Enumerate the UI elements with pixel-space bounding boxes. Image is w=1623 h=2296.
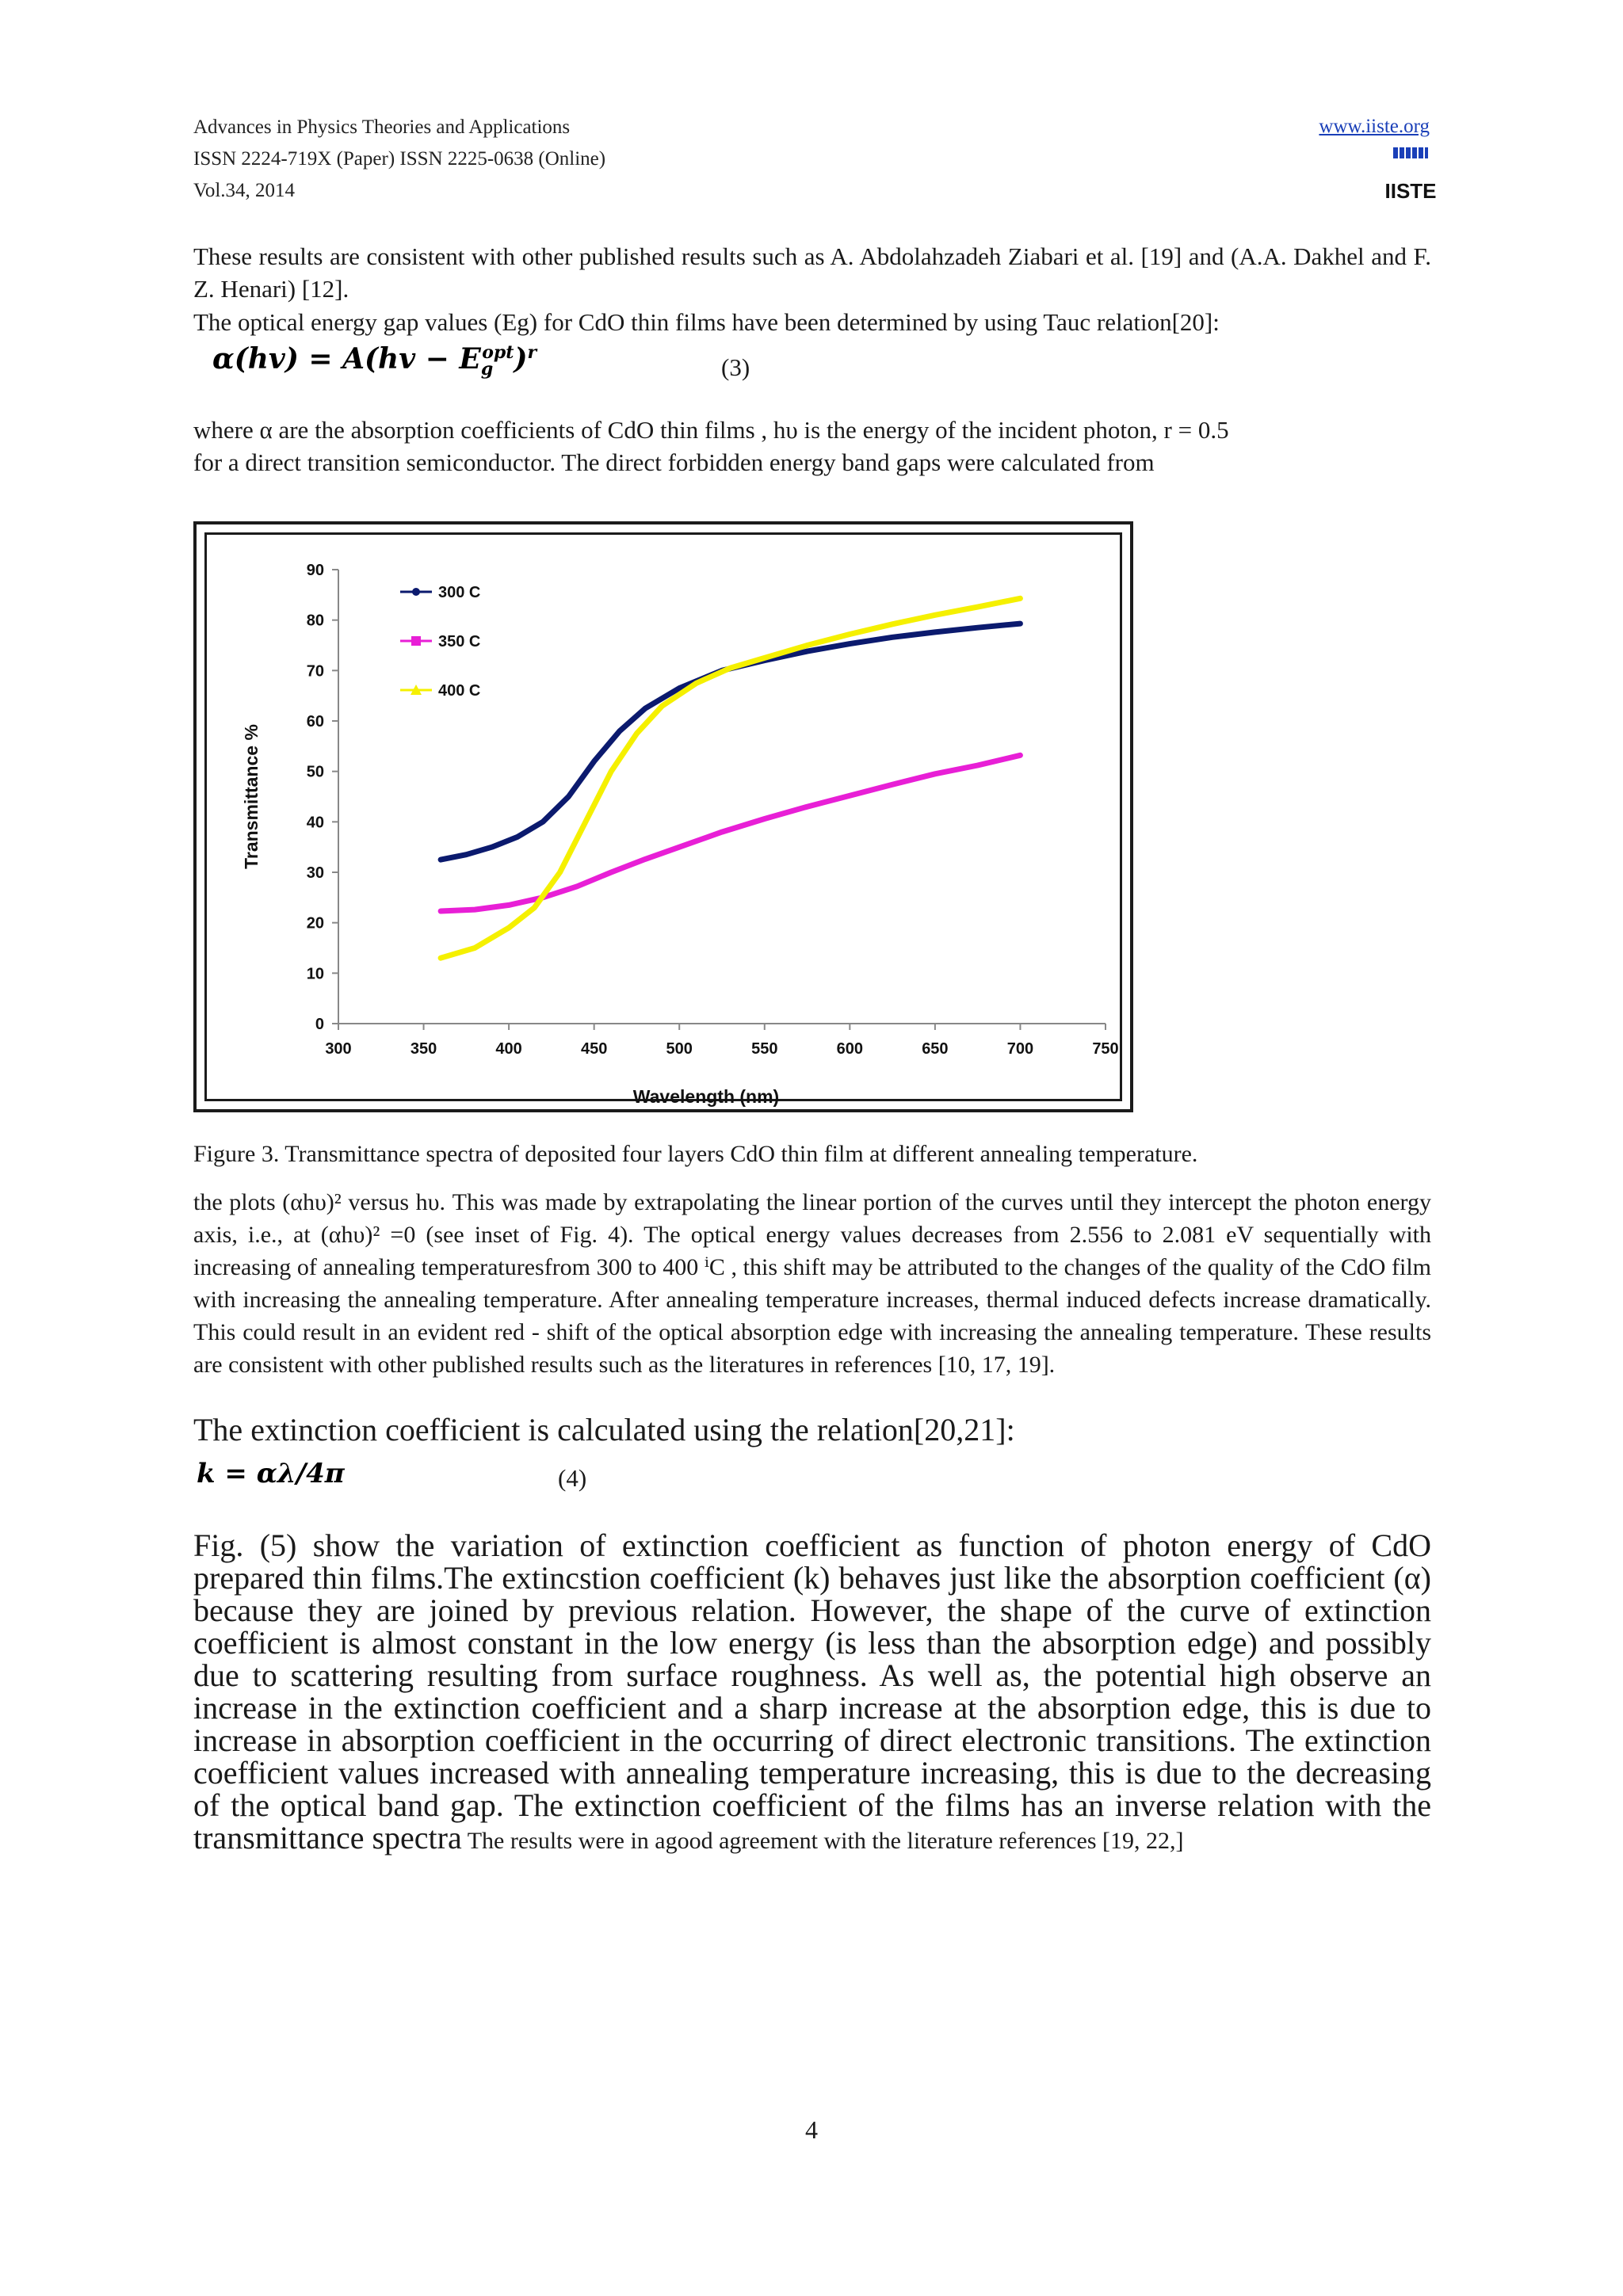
legend-marker: [411, 636, 421, 646]
y-tick-label: 80: [306, 612, 324, 630]
y-tick-label: 10: [306, 965, 324, 983]
legend-label: 350 C: [438, 633, 481, 650]
x-tick-label: 350: [410, 1040, 437, 1058]
x-tick-label: 500: [666, 1040, 693, 1058]
paragraph-energy-gap-text: the plots (αhυ)² versus hυ. This was made by extrapolating the linear portion of the curves until they intercept the photon energy axis, i.e., at (αhυ)² =0 (see inset of Fig. 4). The optical energy values decreases from 2.556 to 2.081 eV sequentially with increasing of annealing temperaturesfrom 300 to 400 ⁱC , this shift may be attributed to the changes of the quality of the CdO film with increasing the annealing temperature. After annealing temperature increases, thermal induced defects increase dramatically. This could result in an evident red - shift of the optical absorption edge with increasing the annealing temperature. These results are consistent with other published results such as the literatures in references [10, 17, 19].: [193, 1189, 1431, 1378]
paragraph-extinction: [193, 1529, 1431, 1857]
y-axis-title: Transmittance %: [241, 724, 262, 869]
series-line-400-c: [441, 598, 1020, 958]
equation-3-number: (3): [721, 353, 750, 381]
y-tick-label: 0: [315, 1016, 324, 1033]
y-tick-label: 70: [306, 662, 324, 681]
equation-4-number: (4): [558, 1464, 587, 1492]
paragraph-absorption-b: for a direct transition semiconductor. The direct forbidden energy band gaps were calculated from: [193, 448, 1155, 476]
x-tick-label: 450: [580, 1040, 608, 1058]
iiste-logo: [1384, 146, 1437, 204]
volume-line: Vol.34, 2014: [193, 180, 296, 201]
paragraph-extinction-tail: The results were in agood agreement with the literature references [19, 22,]: [461, 1828, 1184, 1854]
series-line-300-c: [441, 624, 1020, 860]
y-tick-label: 50: [306, 763, 324, 781]
y-tick-label: 40: [306, 814, 324, 832]
x-tick-label: 600: [836, 1040, 864, 1058]
paragraph-energy-gap: [193, 1186, 1431, 1381]
equation-4: k = αλ/4π: [197, 1458, 345, 1489]
x-tick-label: 300: [325, 1040, 352, 1058]
issn-line: ISSN 2224-719X (Paper) ISSN 2225-0638 (Online): [193, 148, 606, 170]
y-tick-label: 30: [306, 864, 324, 882]
legend-label: 300 C: [438, 584, 481, 601]
paragraph-extinction-text: Fig. (5) show the variation of extinction coefficient as function of photon energy of CdO prepared thin films.The extincstion coefficient (k) behaves just like the absorption coefficient (α) because they are joined by previous relation. However, the shape of the curve of extinction coefficient is almost constant in the low energy (is less than the absorption edge) and possibly due to scattering resulting from surface roughness. As well as, the potential high observe an increase in the extinction coefficient and a sharp increase at the absorption edge, this is due to increase in absorption coefficient in the occurring of direct electronic transitions. The extinction coefficient values increased with annealing temperature increasing, this is due to the decreasing of the optical band gap. The extinction coefficient of the films has an inverse relation with the transmittance spectra: [193, 1527, 1431, 1855]
y-tick-label: 90: [306, 562, 324, 579]
figure-3-inner-border: [204, 532, 1122, 1107]
journal-title: Advances in Physics Theories and Applications: [193, 116, 571, 138]
page-number: 4: [805, 2115, 818, 2144]
legend-label: 400 C: [438, 682, 481, 700]
paragraph-extinction-intro: The extinction coefficient is calculated using the relation[20,21]:: [193, 1412, 1015, 1447]
transmittance-chart: [207, 535, 1121, 1107]
equation-3: $\alpha(hv) = A(hv - E_g^{opt})^r$: [212, 342, 537, 380]
figure-3-frame: [193, 521, 1133, 1112]
figure-3-caption: Figure 3. Transmittance spectra of deposited four layers CdO thin film at different annealing temperature.: [193, 1141, 1198, 1167]
paragraph-tauc-intro: The optical energy gap values (Eg) for CdO thin films have been determined by using Tauc relation[20]:: [193, 308, 1220, 336]
x-tick-label: 400: [495, 1040, 522, 1058]
journal-url-link[interactable]: www.iiste.org: [1319, 116, 1430, 137]
x-axis-title: Wavelength (nm): [632, 1086, 780, 1107]
legend-marker: [412, 588, 420, 596]
y-tick-label: 20: [306, 914, 324, 933]
y-tick-label: 60: [306, 713, 324, 730]
x-tick-label: 750: [1092, 1040, 1119, 1058]
paragraph-consistency: These results are consistent with other published results such as A. Abdolahzadeh Ziabari et al. [19] and (A.A. Dakhel and F. Z. Henari) [12].: [193, 242, 1431, 303]
x-tick-label: 550: [751, 1040, 778, 1058]
x-tick-label: 650: [922, 1040, 949, 1058]
x-tick-label: 700: [1006, 1040, 1034, 1058]
paragraph-absorption-a: where α are the absorption coefficients of CdO thin films , hυ is the energy of the incident photon, r = 0.5: [193, 416, 1229, 444]
logo-lettering: IISTE: [1384, 179, 1437, 203]
